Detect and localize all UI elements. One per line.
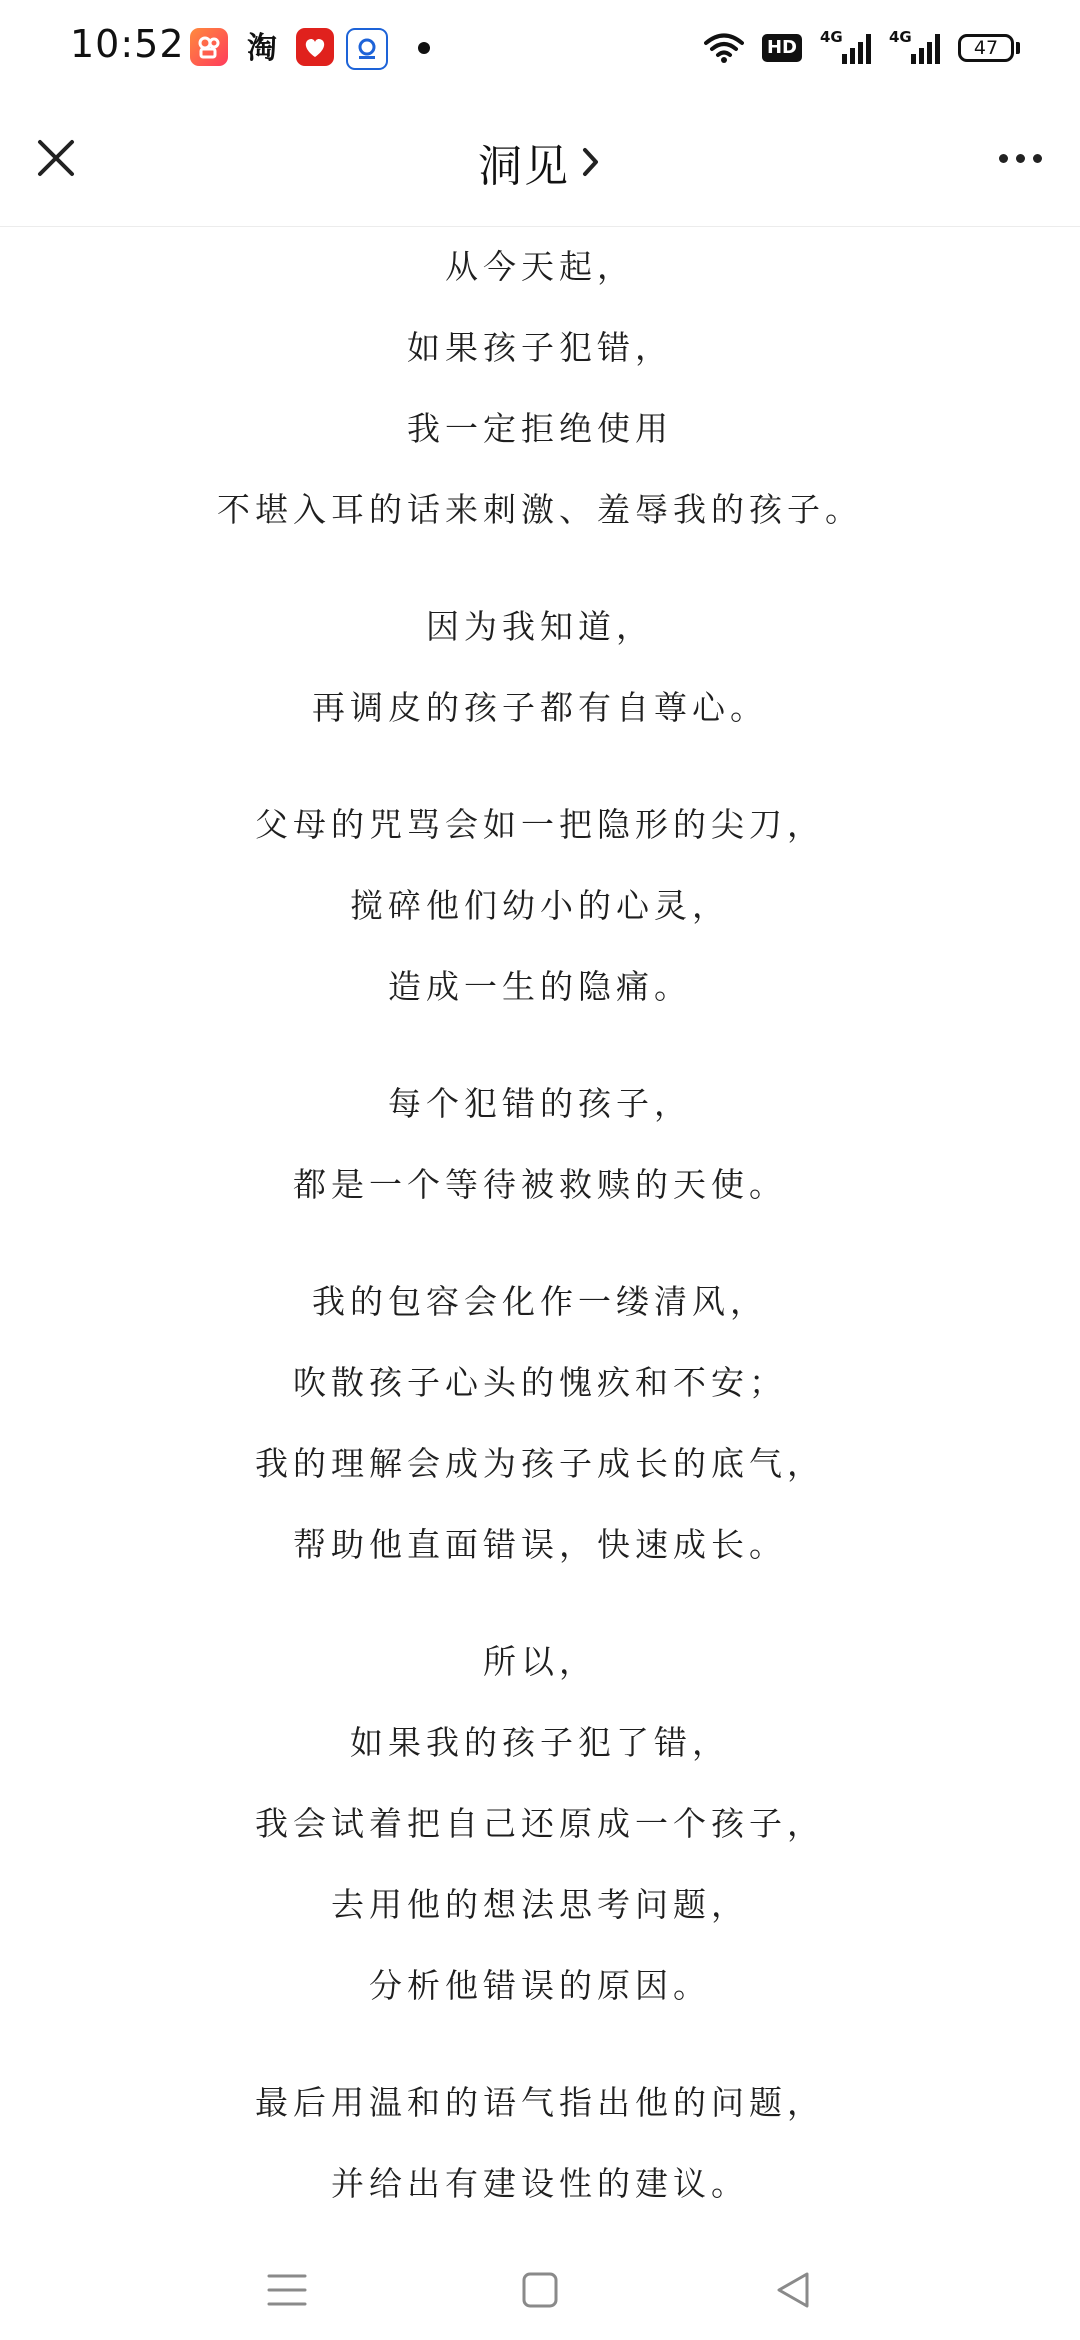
stanza	[0, 784, 1080, 1027]
gov-app-icon	[346, 28, 388, 70]
article-line: 都是一个等待被救赎的天使。	[293, 1165, 787, 1204]
article-line: 再调皮的孩子都有自尊心。	[312, 688, 768, 727]
stanza	[0, 1063, 1080, 1225]
menu-icon	[267, 2272, 307, 2308]
article-line: 帮助他直面错误，快速成长。	[293, 1525, 787, 1564]
signal-icon	[820, 28, 871, 64]
wifi-icon	[704, 32, 744, 64]
home-icon	[520, 2270, 560, 2310]
article-line: 去用他的想法思考问题，	[331, 1885, 749, 1924]
notification-dot-icon	[418, 42, 430, 54]
article-line: 我会试着把自己还原成一个孩子，	[255, 1804, 825, 1843]
battery-level: 47	[958, 34, 1014, 62]
article-line: 每个犯错的孩子，	[388, 1084, 692, 1123]
article-line: 如果我的孩子犯了错，	[350, 1723, 730, 1762]
home-button[interactable]	[510, 2260, 570, 2320]
more-icon	[999, 154, 1008, 163]
article-line: 造成一生的隐痛。	[388, 967, 692, 1006]
signal-icon-2	[889, 28, 940, 64]
article-line: 搅碎他们幼小的心灵，	[350, 886, 730, 925]
kuaishou-app-icon	[190, 28, 228, 66]
more-button[interactable]	[988, 130, 1052, 186]
stanza	[0, 1261, 1080, 1585]
article-line: 吹散孩子心头的愧疚和不安；	[293, 1363, 787, 1402]
chevron-right-icon	[580, 144, 602, 180]
stanza	[0, 586, 1080, 748]
battery-icon	[958, 34, 1020, 62]
article-body	[0, 226, 1080, 2260]
network-type-label-2: 4G	[889, 28, 912, 46]
stanza	[0, 226, 1080, 550]
article-line: 因为我知道，	[426, 607, 654, 646]
article-line: 我的理解会成为孩子成长的底气，	[255, 1444, 825, 1483]
article-line: 不堪入耳的话来刺激、羞辱我的孩子。	[217, 490, 863, 529]
article-line: 最后用温和的语气指出他的问题，	[255, 2083, 825, 2122]
article-line: 父母的咒骂会如一把隐形的尖刀，	[255, 805, 825, 844]
article-line: 从今天起，	[445, 247, 635, 286]
page-title: 洞见	[478, 141, 570, 192]
article-line: 我的包容会化作一缕清风，	[312, 1282, 768, 1321]
article-line: 我一定拒绝使用	[407, 409, 673, 448]
title-bar	[0, 96, 1080, 227]
back-icon	[773, 2270, 813, 2310]
article-line: 如果孩子犯错，	[407, 328, 673, 367]
stanza	[0, 2062, 1080, 2224]
status-time: 10:52	[70, 22, 185, 66]
recent-apps-button[interactable]	[257, 2260, 317, 2320]
stanza	[0, 1621, 1080, 2026]
account-title-link[interactable]	[0, 130, 1080, 194]
article-line: 并给出有建设性的建议。	[331, 2164, 749, 2203]
taobao-app-icon: 淘	[247, 31, 277, 66]
back-button[interactable]	[763, 2260, 823, 2320]
system-nav-bar	[0, 2240, 1080, 2340]
network-type-label: 4G	[820, 28, 843, 46]
pinduoduo-app-icon	[296, 28, 334, 66]
article-line: 分析他错误的原因。	[369, 1966, 711, 2005]
hd-voice-badge: HD	[762, 34, 802, 62]
status-bar	[0, 0, 1080, 96]
article-line: 所以，	[483, 1642, 597, 1681]
